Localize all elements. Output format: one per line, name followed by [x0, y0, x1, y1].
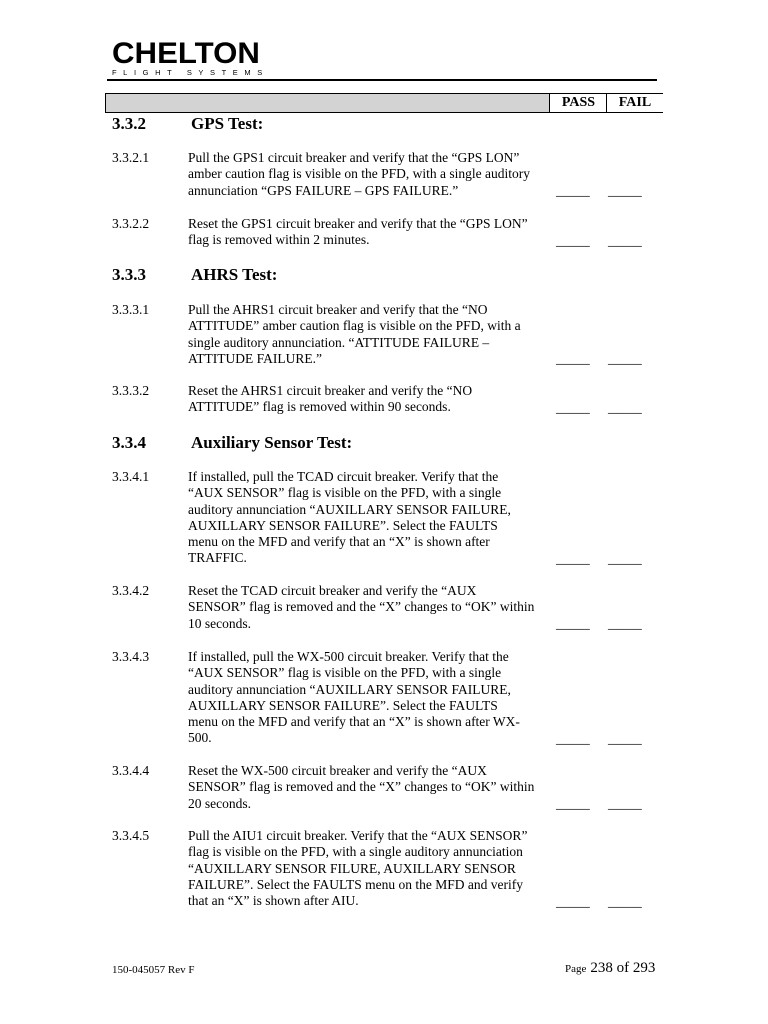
pass-blank: _____: [556, 616, 590, 631]
pass-blank: _____: [556, 796, 590, 811]
fail-blank: _____: [608, 796, 642, 811]
fail-blank: _____: [608, 400, 642, 415]
pass-blank: _____: [556, 183, 590, 198]
pass-blank: _____: [556, 400, 590, 415]
chelton-logo: [112, 37, 272, 77]
step-number: 3.3.4.2: [112, 583, 150, 598]
step-text: Pull the AIU1 circuit breaker. Verify that the “AUX SENSOR” flag is visible on the PFD, with a single auditory annunciation “AUXILLARY SENSOR FILURE, AUXILLARY SENSOR FAILURE”. Select the FAULTS menu on the MFD and verify that an “X” is shown after AIU.: [188, 828, 528, 909]
step-text: If installed, pull the TCAD circuit breaker. Verify that the “AUX SENSOR” flag is visible on the PFD, with a single auditory annunciation “AUXILLARY SENSOR FAILURE, AUXILLARY SENSOR FAILURE”. Select the FAULTS menu on the MFD and verify that an “X” is shown after TRAFFIC.: [188, 469, 511, 566]
fail-blank: _____: [608, 551, 642, 566]
step-text: If installed, pull the WX-500 circuit breaker. Verify that the “AUX SENSOR” flag is visible on the PFD, with a single auditory annunciation “AUXILLARY SENSOR FAILURE, AUXILLARY SENSOR FAILURE”. Select the FAULTS menu on the MFD and verify that an “X” is shown after WX- 500.: [188, 649, 520, 746]
step-number: 3.3.4.5: [112, 828, 150, 843]
logo-tagline: FLIGHT SYSTEMS: [112, 68, 269, 77]
step-text: Reset the WX-500 circuit breaker and verify the “AUX SENSOR” flag is removed and the “X” changes to “OK” within 20 seconds.: [188, 763, 535, 811]
section-number: 3.3.3: [112, 265, 146, 284]
step-number: 3.3.4.3: [112, 649, 150, 664]
step-number: 3.3.3.2: [112, 383, 150, 398]
section-number: 3.3.2: [112, 114, 146, 133]
step-number: 3.3.2.1: [112, 150, 150, 165]
pass-column-header: PASS: [549, 94, 607, 112]
page-label: Page: [565, 963, 587, 975]
fail-blank: _____: [608, 183, 642, 198]
fail-column-header: FAIL: [606, 94, 663, 112]
fail-blank: _____: [608, 731, 642, 746]
section-title: AHRS Test:: [191, 265, 278, 284]
pass-blank: _____: [556, 894, 590, 909]
document-number: 150-045057 Rev F: [112, 964, 195, 976]
section-title: Auxiliary Sensor Test:: [191, 433, 353, 452]
logo-wordmark: CHELTON: [112, 37, 260, 70]
step-text: Pull the AHRS1 circuit breaker and verify that the “NO ATTITUDE” amber caution flag is visible on the PFD, with a single auditory annunciation. “ATTITUDE FAILURE – ATTITUDE FAILURE.”: [188, 302, 521, 366]
fail-blank: _____: [608, 351, 642, 366]
pass-blank: _____: [556, 233, 590, 248]
fail-blank: _____: [608, 233, 642, 248]
step-text: Pull the GPS1 circuit breaker and verify that the “GPS LON” amber caution flag is visible on the PFD, with a single auditory annunciation “GPS FAILURE – GPS FAILURE.”: [188, 150, 530, 198]
step-number: 3.3.4.4: [112, 763, 150, 778]
step-text: Reset the AHRS1 circuit breaker and verify the “NO ATTITUDE” flag is removed within 90 seconds.: [188, 383, 473, 415]
pass-blank: _____: [556, 551, 590, 566]
header-rule: [107, 79, 657, 81]
step-number: 3.3.2.2: [112, 216, 150, 231]
step-text: Reset the TCAD circuit breaker and verify the “AUX SENSOR” flag is removed and the “X” changes to “OK” within 10 seconds.: [188, 583, 535, 631]
pass-blank: _____: [556, 351, 590, 366]
fail-blank: _____: [608, 894, 642, 909]
page-indicator: [565, 959, 655, 977]
fail-blank: _____: [608, 616, 642, 631]
page-number: 238 of 293: [590, 960, 656, 976]
step-number: 3.3.4.1: [112, 469, 150, 484]
step-number: 3.3.3.1: [112, 302, 150, 317]
step-text: Reset the GPS1 circuit breaker and verify that the “GPS LON” flag is removed within 2 minutes.: [188, 216, 528, 248]
pass-blank: _____: [556, 731, 590, 746]
section-title: GPS Test:: [191, 114, 264, 133]
table-header: [105, 93, 663, 113]
section-number: 3.3.4: [112, 433, 146, 452]
